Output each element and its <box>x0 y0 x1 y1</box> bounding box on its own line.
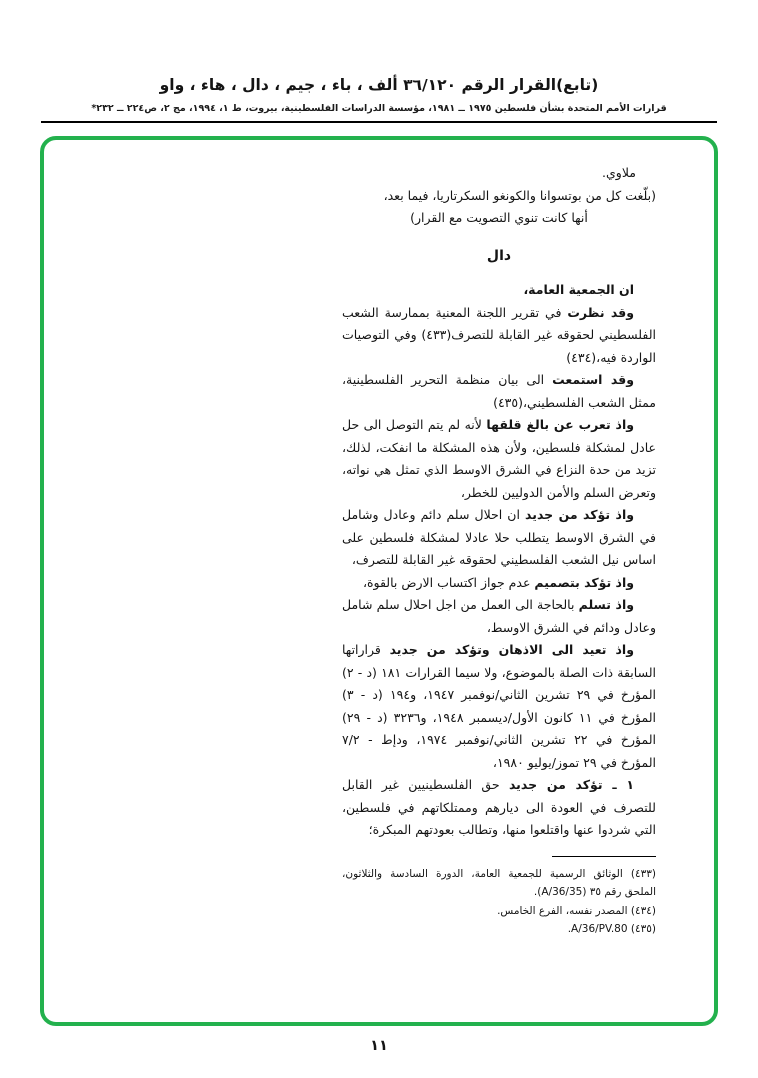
text-column <box>342 162 656 939</box>
voting-note-line: (بلّغت كل من بوتسوانا والكونغو السكرتاريا، فيما بعد، <box>383 187 656 203</box>
footnotes <box>342 856 656 939</box>
paragraph-lead: ١ ـ تؤكد من جديد <box>508 777 634 792</box>
footnote: (٤٣٥) A/36/PV.80. <box>567 923 656 935</box>
footnote: (٤٣٤) المصدر نفسه، الفرع الخامس. <box>497 904 656 917</box>
paragraph-text: ان احلال سلم دائم وعادل وشامل في الشرق الاوسط يتطلب حلا عادلا لمشكلة فلسطين على اساس نيل الشعب الفلسطيني لحقوقه غير القابلة للتصرف، <box>342 507 656 567</box>
body-paragraph <box>342 369 656 414</box>
paragraph-lead: واذ تؤكد من جديد <box>525 507 634 522</box>
document-header <box>0 0 758 123</box>
paragraph-lead: واذ تعيد الى الاذهان وتؤكد من جديد <box>389 642 634 657</box>
footnote: (٤٣٣) الوثائق الرسمية للجمعية العامة، الدورة السادسة والثلاثون، الملحق رقم ٣٥ (A/36/35). <box>342 867 656 898</box>
paragraph-text: الى بيان منظمة التحرير الفلسطينية، ممثل الشعب الفلسطيني،(٤٣٥) <box>342 372 656 410</box>
body-paragraph <box>342 414 656 504</box>
paragraph-text: حق الفلسطينيين غير القابل للتصرف في العودة الى ديارهم وممتلكاتهم في فلسطين، التي شردوا عنها واقتلعوا منها، وتطالب بعودتهم المبكرة؛ <box>342 777 656 837</box>
paragraph-text: في تقرير اللجنة المعنية بممارسة الشعب الفلسطيني لحقوقه غير القابلة للتصرف(٤٣٣) وفي التوصيات الواردة فيه،(٤٣٤) <box>342 304 656 365</box>
paragraph-text: قراراتها السابقة ذات الصلة بالموضوع، ولا سيما القرارات ١٨١ (د - ٢) المؤرخ في ٢٩ تشرين الثاني/نوفمبر ١٩٤٧، و١٩٤ (د - ٣) المؤرخ في ١١ كانون الأول/ديسمبر ١٩٤٨، و٣٢٣٦ (د - ٢٩) المؤرخ في ٢٢ تشرين الثاني/نوفمبر ١٩٧٤، ودإط - ٧/٢ المؤرخ في ٢٩ تموز/يوليو ١٩٨٠، <box>342 642 657 770</box>
paragraph-lead: واذ تعرب عن بالغ قلقها <box>486 417 634 432</box>
voting-note-line: أنها كانت تنوي التصويت مع القرار) <box>410 210 588 225</box>
paragraph-text: عدم جواز اكتساب الارض بالقوة، <box>362 574 535 590</box>
body-paragraph <box>342 572 656 595</box>
document-title: (تابع)القرار الرقم ٣٦/١٢٠ ألف ، باء ، جيم ، دال ، هاء ، واو <box>159 76 599 94</box>
body-paragraph <box>342 302 656 370</box>
body-paragraph <box>342 594 656 639</box>
header-rule <box>41 121 717 123</box>
voting-note <box>342 162 656 230</box>
paragraph-lead: وقد استمعت <box>552 372 634 387</box>
paragraph-lead: وقد نظرت <box>567 304 635 320</box>
footnote-separator <box>552 856 656 857</box>
source-citation: قرارات الأمم المتحدة بشأن فلسطين ١٩٧٥ ــ ١٩٨١، مؤسسة الدراسات الفلسطينية، بيروت، ط ١، ١٩٩٤، مج ٢، ص٢٢٤ ــ ٢٣٢* <box>91 103 667 114</box>
body-paragraph <box>342 774 656 842</box>
paragraph-lead: واذ تسلم <box>578 597 634 612</box>
paragraph-lead: واذ تؤكد بتصميم <box>534 574 634 590</box>
voting-note-line: ملاوي. <box>602 165 636 180</box>
content-frame <box>40 136 718 1026</box>
paragraph-text: بالحاجة الى العمل من اجل احلال سلم شامل وعادل ودائم في الشرق الاوسط، <box>342 597 656 635</box>
page-number: ١١ <box>370 1038 388 1054</box>
body-paragraph <box>342 504 656 572</box>
section-heading: دال <box>486 247 512 264</box>
resolution-opening: ان الجمعية العامة، <box>523 282 634 297</box>
paragraph-text: لأنه لم يتم التوصل الى حل عادل لمشكلة فلسطين، ولأن هذه المشكلة ما انفكت، لذلك، تزيد من حدة النزاع في الشرق الاوسط الذي تمثل هي نواته، وتعرض السلم والأمن الدوليين للخطر، <box>342 417 656 500</box>
body-paragraph <box>342 639 656 774</box>
